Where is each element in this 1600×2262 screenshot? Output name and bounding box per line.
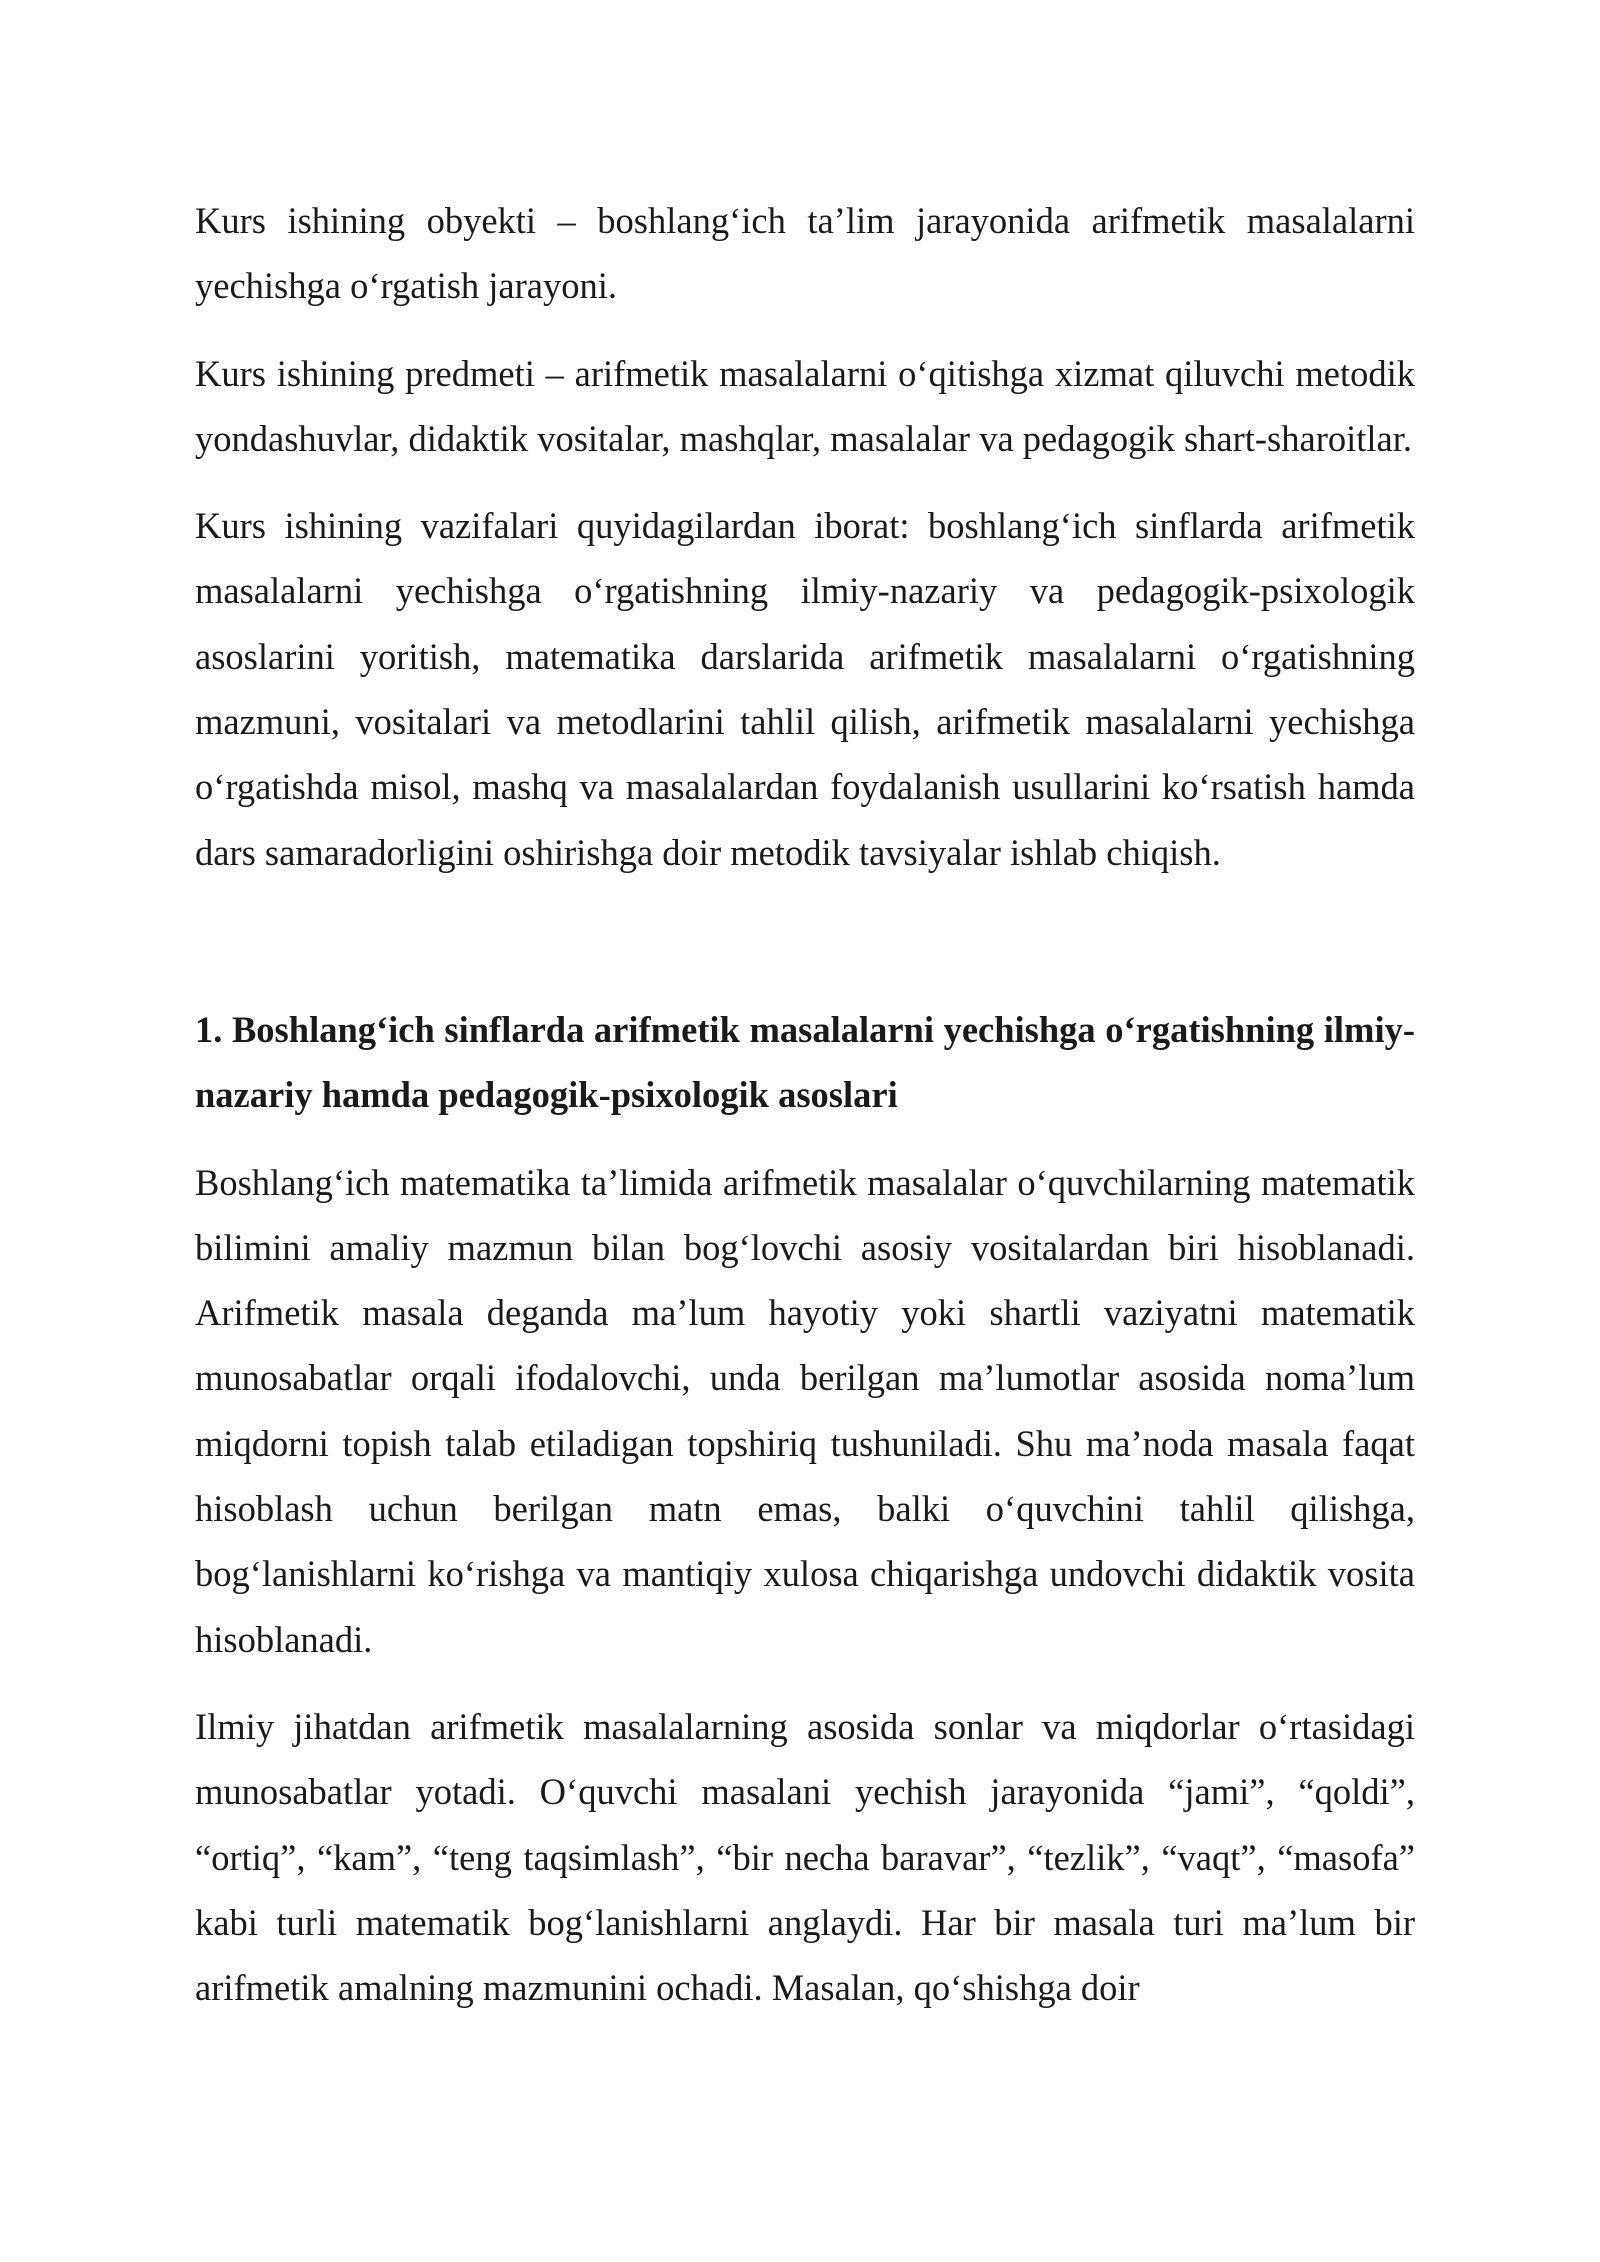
- paragraph-spacer: [195, 319, 1415, 341]
- heading-spacer: [195, 1128, 1415, 1150]
- paragraph-object: Kurs ishining obyekti – boshlang‘ich ta’lim jarayonida arifmetik masalalarni yechishga o‘rgatish jarayoni.: [195, 200, 1415, 307]
- paragraph-spacer: [195, 1672, 1415, 1694]
- paragraph-section-2: Ilmiy jihatdan arifmetik masalalarning asosida sonlar va miqdorlar o‘rtasidagi munosabatlar yotadi. O‘quvchi masalani yechish jarayonida “jami”, “qoldi”, “ortiq”, “kam”, “teng taqsimlash”, “bir necha baravar”, “tezlik”, “vaqt”, “masofa” kabi turli matematik bog‘lanishlarni anglaydi. Har bir masala turi ma’lum bir arifmetik amalning mazmunini ochadi. Masalan, qo‘shishga doir: [195, 1705, 1415, 2009]
- section-heading: 1. Boshlang‘ich sinflarda arifmetik masalalarni yechishga o‘rgatishning ilmiy-nazariy hamda pedagogik-psixologik asoslari: [195, 1008, 1415, 1116]
- paragraph-subject: Kurs ishining predmeti – arifmetik masalalarni o‘qitishga xizmat qiluvchi metodik yondashuvlar, didaktik vositalar, mashqlar, masalalar va pedagogik shart-sharoitlar.: [195, 352, 1415, 459]
- section-spacer: [195, 885, 1415, 997]
- paragraph-spacer: [195, 471, 1415, 493]
- paragraph-section-1: Boshlang‘ich matematika ta’limida arifmetik masalalar o‘quvchilarning matematik bilimini amaliy mazmun bilan bog‘lovchi asosiy vositalardan biri hisoblanadi. Arifmetik masala deganda ma’lum hayotiy yoki shartli vaziyatni matematik munosabatlar orqali ifodalovchi, unda berilgan ma’lumotlar asosida noma’lum miqdorni topish talab etiladigan topshiriq tushuniladi. Shu ma’noda masala faqat hisoblash uchun berilgan matn emas, balki o‘quvchini tahlil qilishga, bog‘lanishlarni ko‘rishga va mantiqiy xulosa chiqarishga undovchi didaktik vosita hisoblanadi.: [195, 1161, 1415, 1660]
- paragraph-tasks: Kurs ishining vazifalari quyidagilardan iborat: boshlang‘ich sinflarda arifmetik masalalarni yechishga o‘rgatishning ilmiy-nazariy va pedagogik-psixologik asoslarini yoritish, matematika darslarida arifmetik masalalarni o‘rgatishning mazmuni, vositalari va metodlarini tahlil qilish, arifmetik masalalarni yechishga o‘rgatishda misol, mashq va masalalardan foydalanish usullarini ko‘rsatish hamda dars samaradorligini oshirishga doir metodik tavsiyalar ishlab chiqish.: [195, 505, 1415, 873]
- document-body: [195, 188, 1415, 2020]
